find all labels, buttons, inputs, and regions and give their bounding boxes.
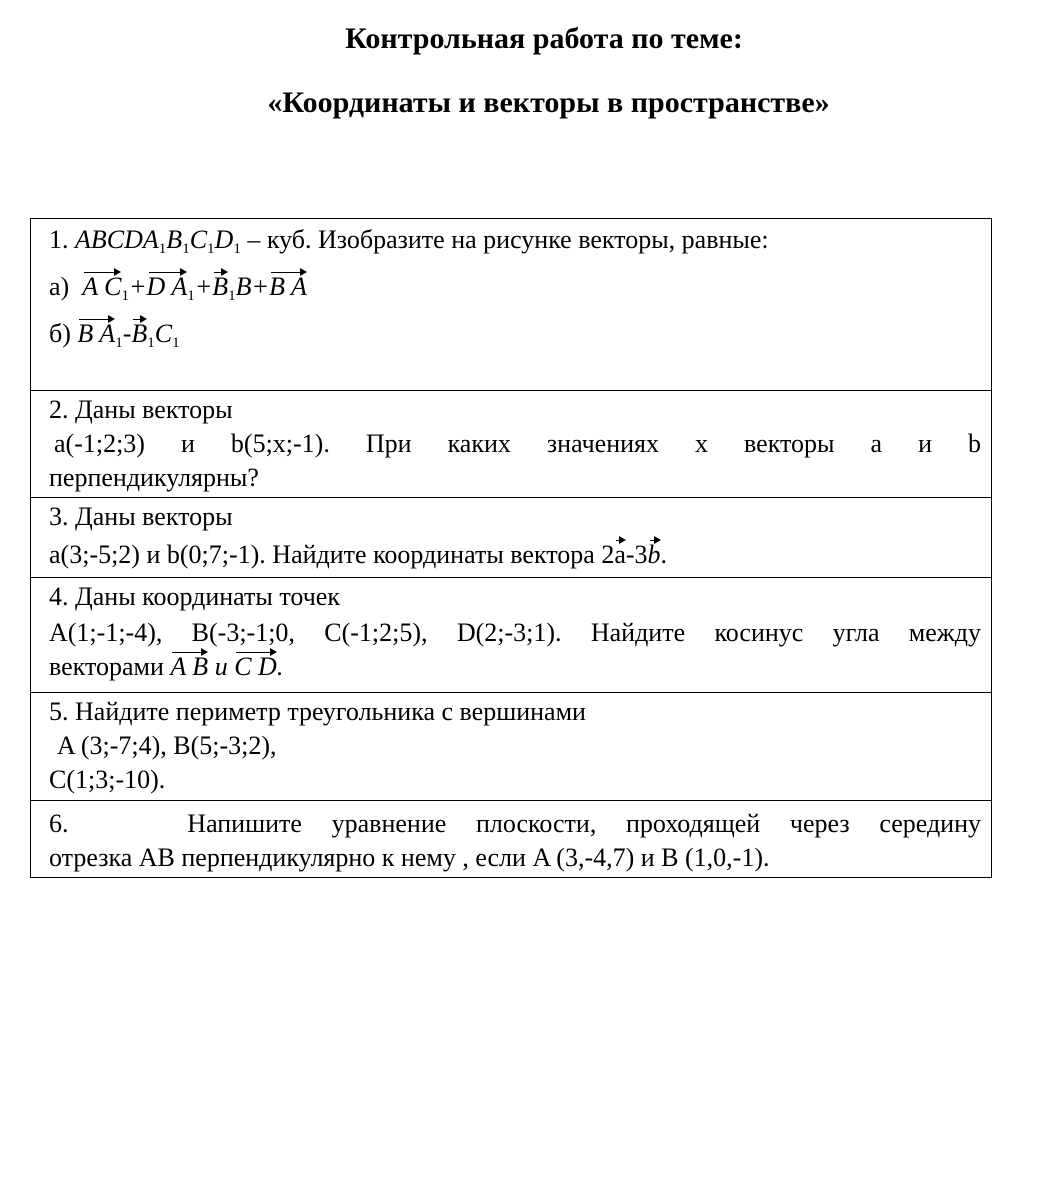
task-2-line-1: 2. Даны векторы xyxy=(49,395,233,424)
vector-expression-b: B $A_1-B_1C_1$ xyxy=(77,319,180,351)
task-2-line-3: перпендикулярны? xyxy=(49,463,259,492)
task-6 xyxy=(31,801,992,878)
task-4-line-1: 4. Даны координаты точек xyxy=(49,582,340,611)
task-4-line-2: A(1;-1;-4), B(-3;-1;0, C(-1;2;5), D(2;-3;1). Найдите косинус угла между xyxy=(49,618,981,647)
vector-expression-4: A B и C D. xyxy=(170,652,283,681)
task-1-item-a: а) A $C_1+D$ $A_1+B_1B+B$ A xyxy=(49,272,307,304)
task-5-line-3: C(1;3;-10). xyxy=(49,765,166,794)
task-4 xyxy=(31,578,992,693)
task-6-line-2: отрезка AB перпендикулярно к нему , если A (3,-4,7) и B (1,0,-1). xyxy=(49,843,770,872)
task-table xyxy=(30,218,992,878)
task-5-line-2: A (3;-7;4), B(5;-3;2), xyxy=(57,731,277,760)
task-5 xyxy=(31,693,992,801)
title-line-1: Контрольная работа по теме: xyxy=(345,22,743,55)
task-3-line-2: a(3;-5;2) и b(0;7;-1). Найдите координаты вектора 2a-3b. xyxy=(49,538,981,572)
task-1-item-b: б) B $A_1-B_1C_1$ xyxy=(49,319,180,351)
task-4-line-3: векторами A B и C D. xyxy=(49,650,981,684)
task-6-line-1: 6. Напишите уравнение плоскости, проходящей через середину xyxy=(49,809,981,838)
task-row-5 xyxy=(31,693,992,801)
task-row-4 xyxy=(31,578,992,693)
vector-expression-3: 2a-3b. xyxy=(601,540,667,569)
task-3 xyxy=(31,498,992,578)
cube-name: $ABCDA_1B_1C_1D_1$ xyxy=(75,225,241,257)
task-5-line-1: 5. Найдите периметр треугольника с вершинами xyxy=(49,697,586,726)
title-line-2: «Координаты и векторы в пространстве» xyxy=(267,86,830,119)
vector-expression-a: A $C_1+D$ $A_1+B_1B+B$ A xyxy=(82,272,307,304)
task-row-1 xyxy=(31,219,992,391)
task-row-6 xyxy=(31,801,992,878)
task-3-line-1: 3. Даны векторы xyxy=(49,502,233,531)
task-1 xyxy=(31,219,992,391)
task-2-line-2: a(-1;2;3) и b(5;x;-1). При каких значениях x векторы a и b xyxy=(54,429,981,458)
task-2 xyxy=(31,391,992,498)
task-row-3 xyxy=(31,498,992,578)
task-row-2 xyxy=(31,391,992,498)
task-1-line-1: 1. $ABCDA_1B_1C_1D_1$ – куб. Изобразите на рисунке векторы, равные: xyxy=(49,225,769,257)
